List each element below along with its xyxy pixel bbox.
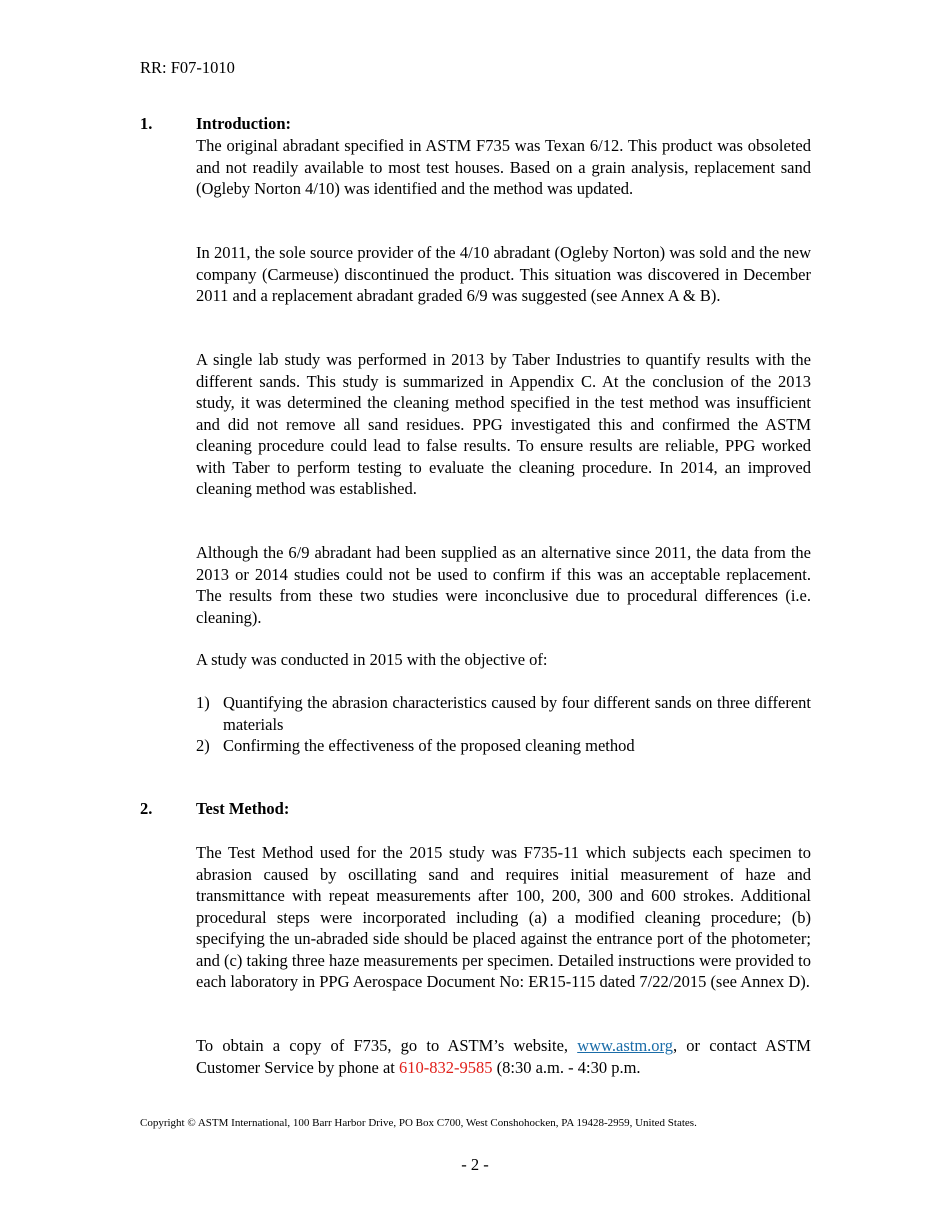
copyright-footer: Copyright © ASTM International, 100 Barr Harbor Drive, PO Box C700, West Conshohocken, PA 19428-2959, United States. <box>140 1117 697 1129</box>
section-1-number: 1. <box>140 114 153 133</box>
section-2-title: Test Method: <box>196 799 290 818</box>
contact-text-suffix: (8:30 a.m. - 4:30 p.m. <box>492 1057 641 1077</box>
list-item <box>196 735 811 757</box>
intro-paragraph-2: In 2011, the sole source provider of the 4/10 abradant (Ogleby Norton) was sold and the new company (Carmeuse) discontinued the product. This situation was discovered in December 2011 and a replacement abradant graded 6/9 was suggested (see Annex A & B). <box>196 243 811 305</box>
report-id-header: RR: F07-1010 <box>140 58 235 77</box>
contact-text-middle: , or contact ASTM Customer Service by phone at <box>196 1036 811 1077</box>
contact-paragraph <box>196 1035 811 1078</box>
intro-paragraph-1: The original abradant specified in ASTM F735 was Texan 6/12. This product was obsoleted and not readily available to most test houses. Based on a grain analysis, replacement sand (Ogleby Norton 4/10) was identified and the method was updated. <box>196 136 811 198</box>
list-item-text: Confirming the effectiveness of the proposed cleaning method <box>223 736 635 755</box>
contact-text-prefix: To obtain a copy of F735, go to ASTM’s website, <box>196 1036 578 1055</box>
list-item <box>196 692 811 735</box>
list-item-text: Quantifying the abrasion characteristics caused by four different sands on three different materials <box>223 693 811 734</box>
intro-paragraph-3: A single lab study was performed in 2013 by Taber Industries to quantify results with the different sands. This study is summarized in Appendix C. At the conclusion of the 2013 study, it was determined the cleaning method specified in the test method was insufficient and did not remove all sand residues. PPG investigated this and confirmed the ASTM cleaning procedure could lead to false results. To ensure results are reliable, PPG worked with Taber to perform testing to evaluate the cleaning procedure. In 2014, an improved cleaning method was established. <box>196 350 811 498</box>
astm-website-link[interactable]: www.astm.org <box>577 1036 673 1055</box>
objectives-list <box>196 692 811 757</box>
test-method-paragraph: The Test Method used for the 2015 study was F735-11 which subjects each specimen to abrasion caused by oscillating sand and requires initial measurement of haze and transmittance with repeat measurements after 100, 200, 300 and 600 strokes. Additional procedural steps were incorporated including (a) a modified cleaning procedure; (b) specifying the un-abraded side should be placed against the entrance port of the photometer; and (c) taking three haze measurements per specimen. Detailed instructions were provided to each laboratory in PPG Aerospace Document No: ER15-115 dated 7/22/2015 (see Annex D). <box>196 843 811 991</box>
customer-service-phone[interactable]: 610-832-9585 <box>399 1057 493 1077</box>
section-2-number: 2. <box>140 799 153 818</box>
list-item-number: 2) <box>196 736 210 755</box>
intro-paragraph-5: A study was conducted in 2015 with the objective of: <box>196 650 548 669</box>
section-1-title: Introduction: <box>196 114 292 133</box>
list-item-number: 1) <box>196 693 210 712</box>
intro-paragraph-4: Although the 6/9 abradant had been supplied as an alternative since 2011, the data from the 2013 or 2014 studies could not be used to confirm if this was an acceptable replacement. The results from these two studies were inconclusive due to procedural differences (i.e. cleaning). <box>196 543 811 627</box>
page-number: - 2 - <box>461 1155 489 1174</box>
